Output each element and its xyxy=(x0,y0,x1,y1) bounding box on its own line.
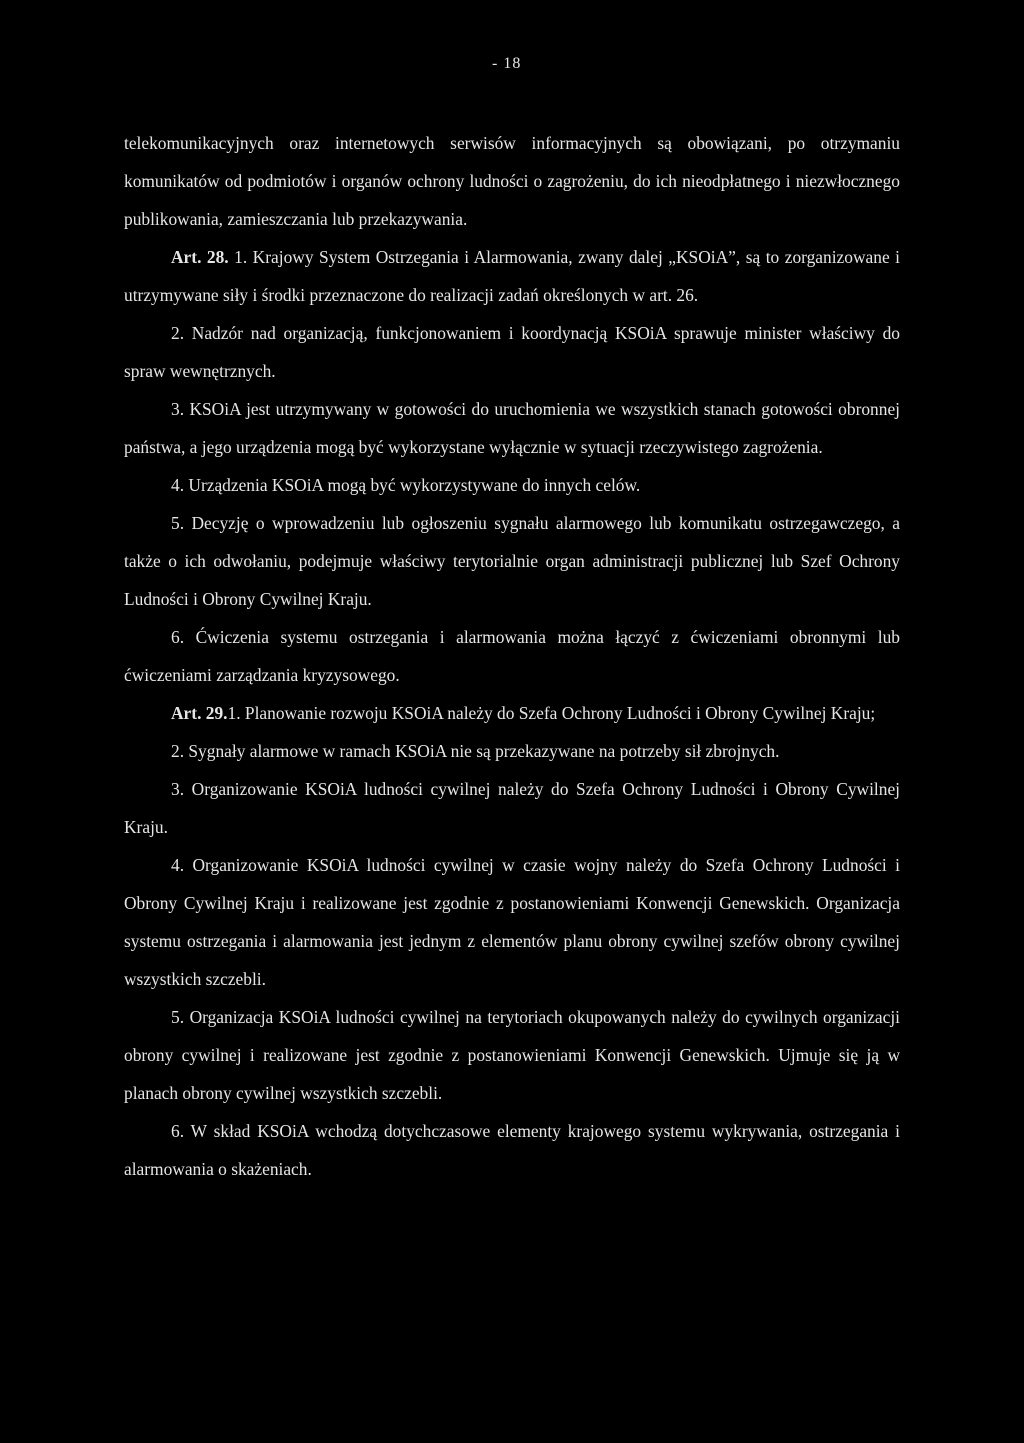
article-28-paragraph-1 xyxy=(124,238,900,314)
article-28-paragraph-4 xyxy=(124,466,900,504)
paragraph-text: 2. Nadzór nad organizacją, funkcjonowaniem i koordynacją KSOiA sprawuje minister właściwy do spraw wewnętrznych. xyxy=(124,323,900,381)
page-number: - 18 xyxy=(492,55,522,72)
article-28-paragraph-6 xyxy=(124,618,900,694)
paragraph-text: 5. Decyzję o wprowadzeniu lub ogłoszeniu sygnału alarmowego lub komunikatu ostrzegawczego, a także o ich odwołaniu, podejmuje właściwy terytorialnie organ administracji publicznej lub Szef Ochrony Ludności i Obrony Cywilnej Kraju. xyxy=(124,513,900,609)
paragraph-text: 2. Sygnały alarmowe w ramach KSOiA nie są przekazywane na potrzeby sił zbrojnych. xyxy=(171,741,780,761)
article-29-paragraph-5 xyxy=(124,998,900,1112)
article-29-paragraph-4 xyxy=(124,846,900,998)
article-number: Art. 28. xyxy=(171,247,229,267)
paragraph-text: 6. Ćwiczenia systemu ostrzegania i alarmowania można łączyć z ćwiczeniami obronnymi lub ćwiczeniami zarządzania kryzysowego. xyxy=(124,627,900,685)
paragraph-text: 1. Krajowy System Ostrzegania i Alarmowania, zwany dalej „KSOiA”, są to zorganizowane i utrzymywane siły i środki przeznaczone do realizacji zadań określonych w art. 26. xyxy=(124,247,900,305)
article-29-paragraph-3 xyxy=(124,770,900,846)
paragraph-text: 4. Urządzenia KSOiA mogą być wykorzystywane do innych celów. xyxy=(171,475,641,495)
article-29-paragraph-1 xyxy=(124,694,900,732)
article-29-paragraph-6 xyxy=(124,1112,900,1188)
paragraph-text: 3. Organizowanie KSOiA ludności cywilnej należy do Szefa Ochrony Ludności i Obrony Cywilnej Kraju. xyxy=(124,779,900,837)
article-28-paragraph-3 xyxy=(124,390,900,466)
article-28-paragraph-2 xyxy=(124,314,900,390)
article-number: Art. 29. xyxy=(171,703,228,723)
paragraph-continuation xyxy=(124,124,900,238)
article-28-paragraph-5 xyxy=(124,504,900,618)
paragraph-text: 1. Planowanie rozwoju KSOiA należy do Szefa Ochrony Ludności i Obrony Cywilnej Kraju; xyxy=(227,703,876,723)
paragraph-text: 4. Organizowanie KSOiA ludności cywilnej w czasie wojny należy do Szefa Ochrony Ludności i Obrony Cywilnej Kraju i realizowane jest zgodnie z postanowieniami Konwencji Genewskich. Organizacja systemu ostrzegania i alarmowania jest jednym z elementów planu obrony cywilnej szefów obrony cywilnej wszystkich szczebli. xyxy=(124,855,900,989)
article-29-paragraph-2 xyxy=(124,732,900,770)
paragraph-text: 6. W skład KSOiA wchodzą dotychczasowe elementy krajowego systemu wykrywania, ostrzegania i alarmowania o skażeniach. xyxy=(124,1121,900,1179)
document-body xyxy=(124,124,900,1188)
paragraph-text: 3. KSOiA jest utrzymywany w gotowości do uruchomienia we wszystkich stanach gotowości obronnej państwa, a jego urządzenia mogą być wykorzystane wyłącznie w sytuacji rzeczywistego zagrożenia. xyxy=(124,399,900,457)
paragraph-text: telekomunikacyjnych oraz internetowych serwisów informacyjnych są obowiązani, po otrzymaniu komunikatów od podmiotów i organów ochrony ludności o zagrożeniu, do ich nieodpłatnego i niezwłocznego publikowania, zamieszczania lub przekazywania. xyxy=(124,133,900,229)
paragraph-text: 5. Organizacja KSOiA ludności cywilnej na terytoriach okupowanych należy do cywilnych organizacji obrony cywilnej i realizowane jest zgodnie z postanowieniami Konwencji Genewskich. Ujmuje się ją w planach obrony cywilnej wszystkich szczebli. xyxy=(124,1007,900,1103)
